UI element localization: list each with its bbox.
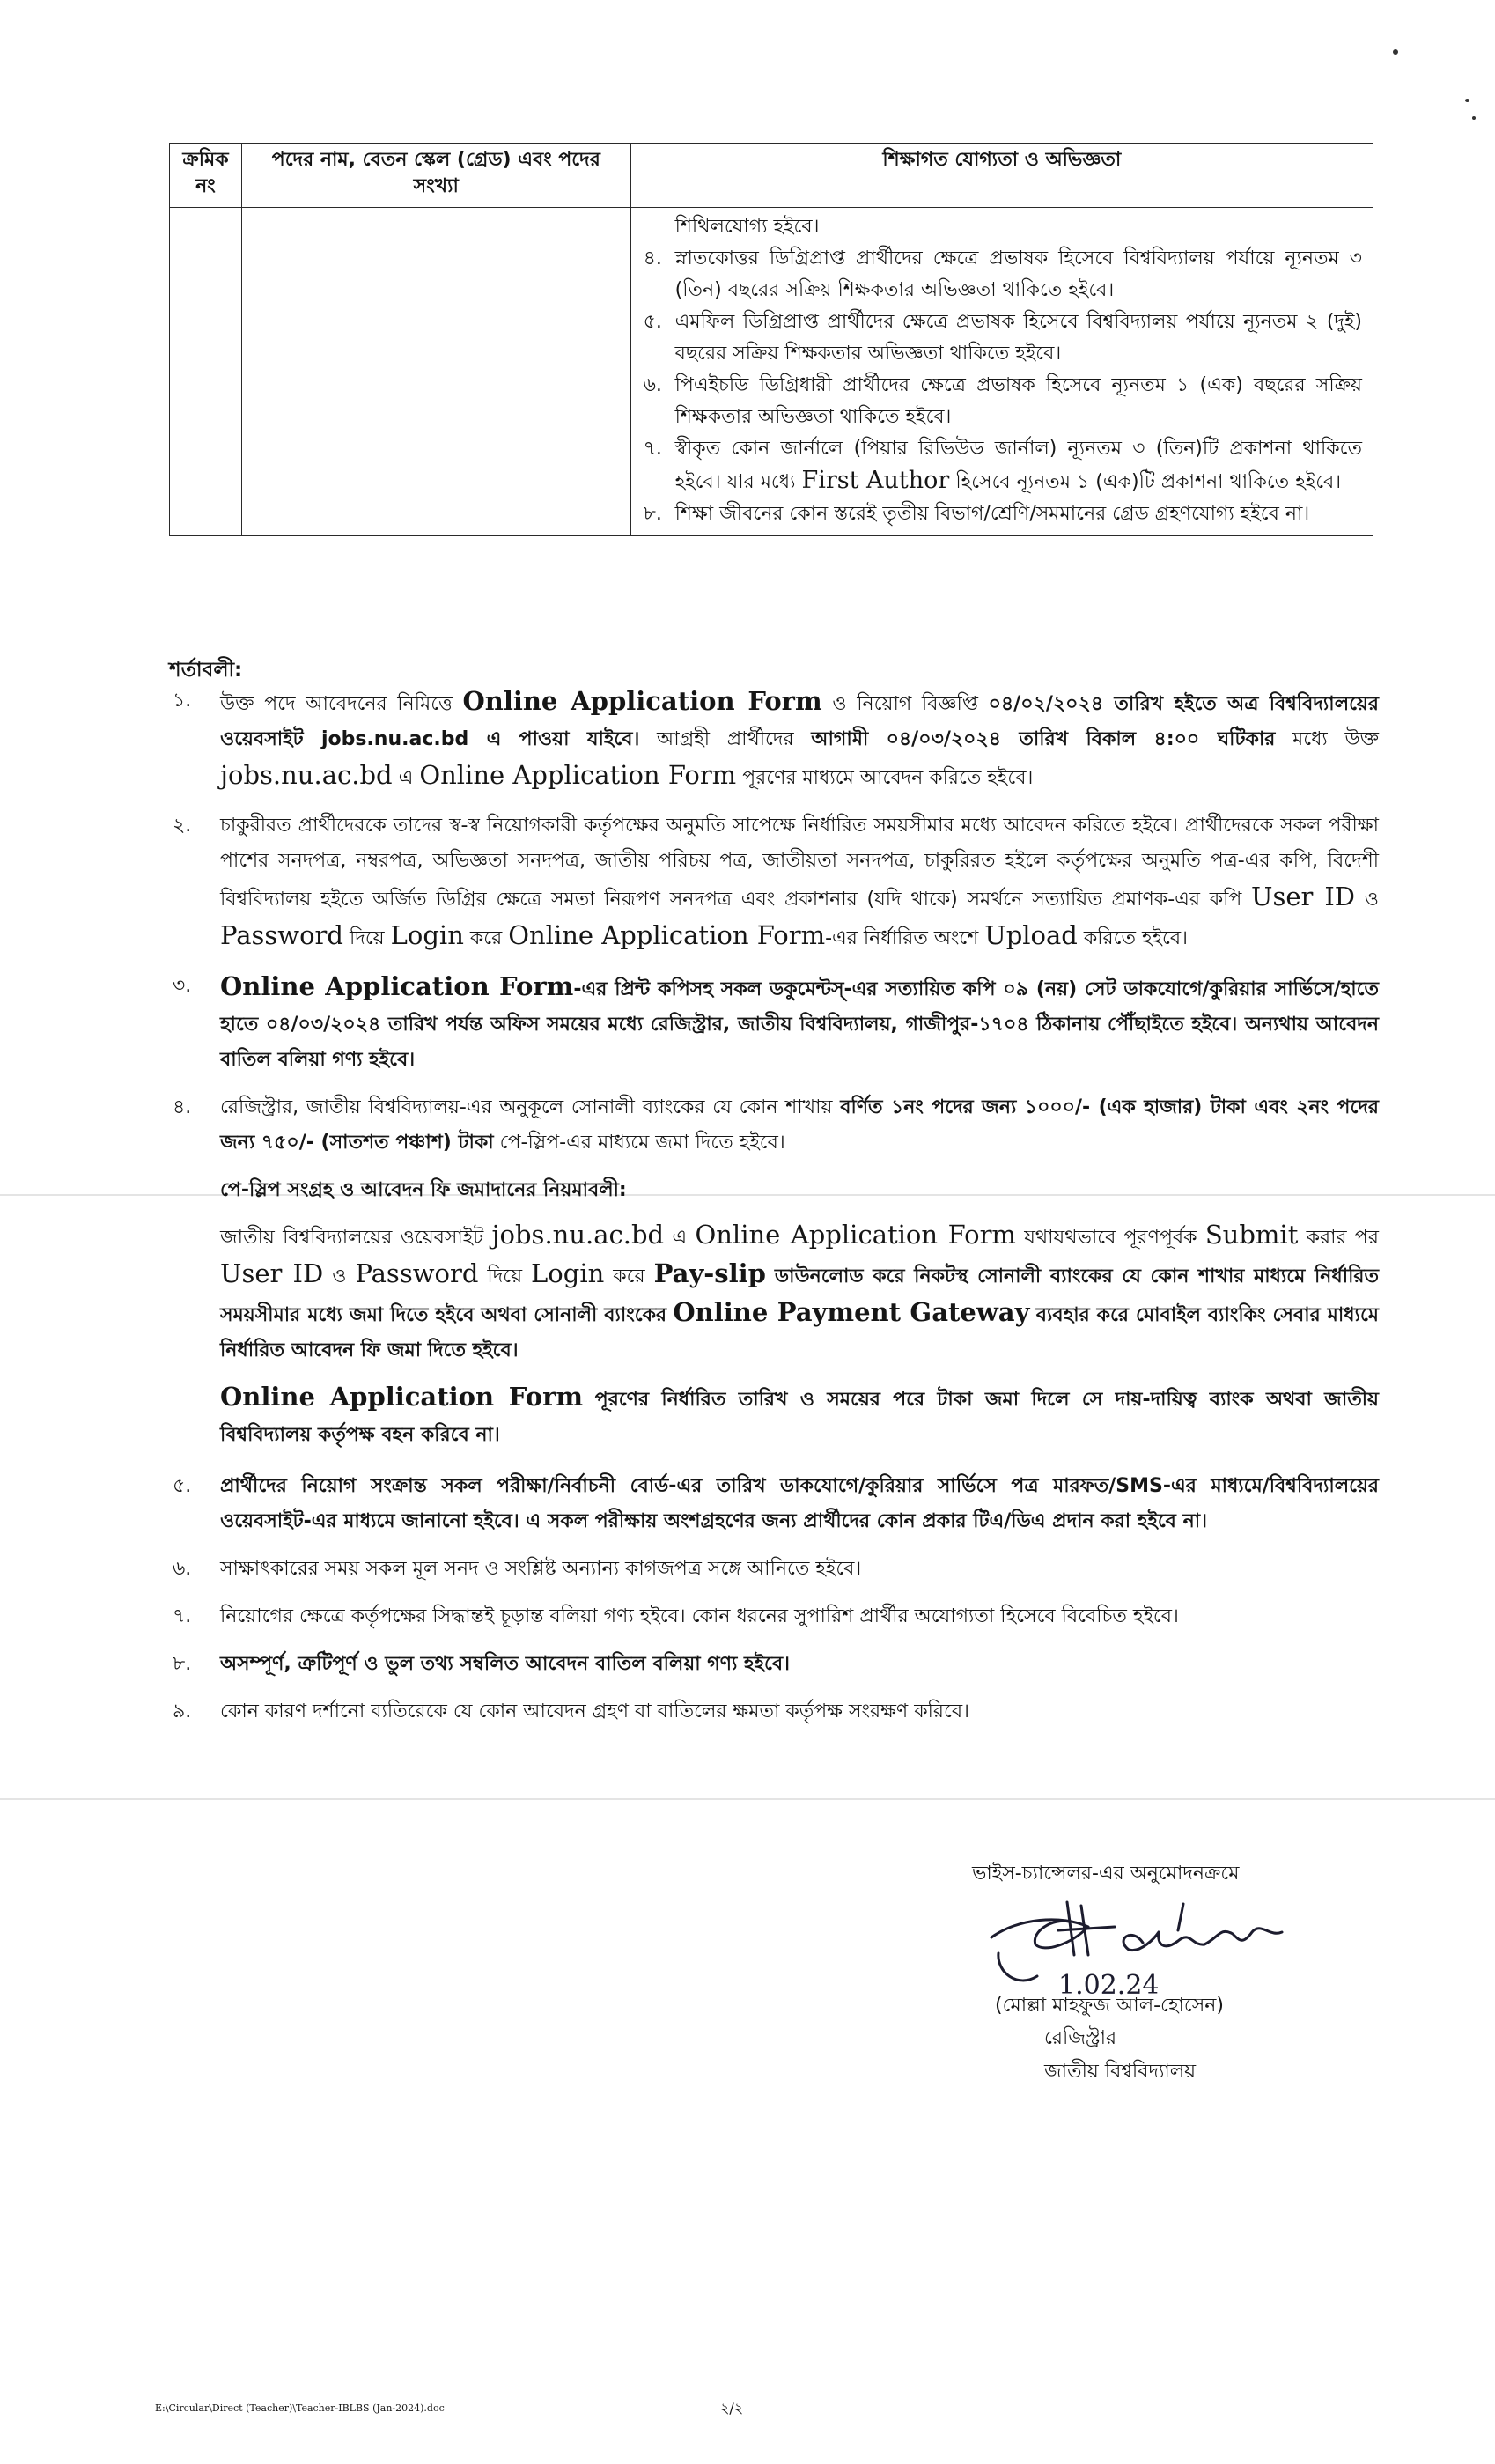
qualification-item xyxy=(644,433,1362,498)
text-part: করিতে হইবে। xyxy=(1083,927,1188,949)
signature-date: 1.02.24 xyxy=(1058,1970,1160,2001)
condition-text xyxy=(220,683,1379,796)
column-header-post: পদের নাম, বেতন স্কেল (গ্রেড) এবং পদের সংখ্যা xyxy=(241,144,630,208)
item-number: ৮. xyxy=(643,503,662,525)
payment-gateway-term: Online Payment Gateway xyxy=(673,1297,1030,1327)
text-part: পে-স্লিপ-এর মাধ্যমে জমা দিতে হইবে। xyxy=(499,1132,785,1154)
text-part: জাতীয় বিশ্ববিদ্যালয়ের ওয়েবসাইট xyxy=(220,1227,484,1249)
condition-item xyxy=(173,1599,1379,1634)
text-part: দিয়ে xyxy=(349,927,385,949)
text-part: এ xyxy=(398,767,414,789)
item-text: স্নাতকোত্তর ডিগ্রিপ্রাপ্ত প্রার্থীদের ক্ষেত্রে প্রভাষক হিসেবে বিশ্ববিদ্যালয় পর্যায়ে ন্যূনতম ৩ (তিন) বছরের সক্রিয় শিক্ষকতার অভিজ্ঞতা থাকিতে হইবে। xyxy=(674,247,1362,301)
payslip-rules-paragraph xyxy=(220,1379,1379,1453)
submission-text: -এর প্রিন্ট কপিসহ সকল ডকুমেন্টস্-এর সত্যায়িত কপি ০৯ (নয়) সেট ডাকযোগে/কুরিয়ার সার্ভিসে/হাতে হাতে ০৪/০৩/২০২৪ তারিখ পর্যন্ত অফিস সময়ের মধ্যে রেজিস্ট্রার, জাতীয় বিশ্ববিদ্যালয়, গাজীপুর-১৭০৪ ঠিকানায় পৌঁছাইতে হইবে। অন্যথায় আবেদন বাতিল বলিয়া গণ্য হইবে। xyxy=(220,978,1380,1071)
text-part: চাকুরীরত প্রার্থীদেরকে তাদের স্ব-স্ব নিয়োগকারী কর্তৃপক্ষের অনুমতি সাপেক্ষে নির্ধারিত সময়সীমার মধ্যে আবেদন করিতে হইবে। প্রার্থীদেরকে সকল পরীক্ষা পাশের সনদপত্র, নম্বরপত্র, অভিজ্ঞতা সনদপত্র, জাতীয় পরিচয় পত্র, জাতীয়তা সনদপত্র, চাকুরিরত হইলে কর্তৃপক্ষের অনুমতি পত্র-এর কপি, বিদেশী বিশ্ববিদ্যালয় হইতে অর্জিত ডিগ্রির ক্ষেত্রে সমতা নিরূপণ সনদপত্র এবং প্রকাশনার (যদি থাকে) সমর্থনে সত্যায়িত প্রমাণক-এর কপি xyxy=(220,815,1379,911)
condition-item xyxy=(173,808,1379,956)
submit-term: Submit xyxy=(1204,1220,1299,1250)
signatory-organization: জাতীয় বিশ্ববিদ্যালয় xyxy=(1044,2061,1197,2083)
condition-item xyxy=(173,969,1379,1078)
condition-number: ৬. xyxy=(173,1558,192,1580)
signatory-title: রেজিস্ট্রার xyxy=(1044,2027,1117,2049)
fee-text: বর্ণিত ১নং পদের জন্য ১০০০/- (এক হাজার) টাকা এবং ২নং পদের জন্য ৭৫০/- (সাতশত পঞ্চাশ) টাকা xyxy=(220,1096,1379,1154)
password-term: Password xyxy=(355,1258,479,1288)
text-part: করে xyxy=(469,927,503,949)
condition-number: ৫. xyxy=(173,1475,192,1497)
condition-number: ২. xyxy=(173,815,192,837)
item-number: ৭. xyxy=(643,438,662,460)
text-part: এ xyxy=(672,1227,688,1249)
condition-item xyxy=(173,1469,1379,1539)
website-link[interactable]: jobs.nu.ac.bd xyxy=(491,1220,665,1250)
condition-item xyxy=(173,1647,1379,1682)
condition-number: ৩. xyxy=(173,975,192,997)
item-text-part: স্বীকৃত কোন জার্নালে (পিয়ার রিভিউড জার্নাল) ন্যূনতম ৩ (তিন)টি প্রকাশনা থাকিতে হইবে। যার মধ্যে xyxy=(674,438,1362,493)
condition-item xyxy=(173,683,1379,796)
approval-note: ভাইস-চ্যান্সেলর-এর অনুমোদনক্রমে xyxy=(972,1863,1240,1885)
online-form-term: Online Application Form xyxy=(220,1382,584,1412)
login-term: Login xyxy=(390,920,464,950)
column-header-qualification: শিক্ষাগত যোগ্যতা ও অভিজ্ঞতা xyxy=(630,144,1373,208)
text-part: রেজিস্ট্রার, জাতীয় বিশ্ববিদ্যালয়-এর অনুকূলে সোনালী ব্যাংকের যে কোন শাখায় xyxy=(220,1096,833,1118)
condition-item xyxy=(173,1694,1379,1730)
continued-text: শিথিলযোগ্য হইবে। xyxy=(674,216,820,238)
scan-speck xyxy=(1472,116,1476,120)
condition-text: অসম্পূর্ণ, ত্রুটিপূর্ণ ও ভুল তথ্য সম্বলিত আবেদন বাতিল বলিয়া গণ্য হইবে। xyxy=(220,1653,790,1675)
condition-text xyxy=(220,808,1379,956)
user-id-term: User ID xyxy=(220,1258,324,1288)
payslip-term: Pay-slip xyxy=(653,1258,766,1288)
table-row xyxy=(170,208,1373,536)
text-part: দিয়ে xyxy=(487,1265,523,1287)
condition-text: প্রার্থীদের নিয়োগ সংক্রান্ত সকল পরীক্ষা/নির্বাচনী বোর্ড-এর তারিখ ডাকযোগে/কুরিয়ার সার্ভিসে পত্র মারফত/SMS-এর মাধ্যমে/বিশ্ববিদ্যালয়ের ওয়েবসাইট-এর মাধ্যমে জানানো হইবে। এ সকল পরীক্ষায় অংশগ্রহণের জন্য প্রার্থীদের কোন প্রকার টিএ/ডিএ প্রদান করা হইবে না। xyxy=(220,1475,1379,1532)
condition-number: ১. xyxy=(173,690,192,712)
payslip-rules-paragraph xyxy=(220,1217,1379,1368)
user-id-term: User ID xyxy=(1251,882,1356,911)
text-part: ও নিয়োগ বিজ্ঞপ্তি xyxy=(832,693,978,715)
website-link[interactable]: jobs.nu.ac.bd xyxy=(220,760,393,790)
qualification-item xyxy=(644,370,1362,433)
condition-text: কোন কারণ দর্শানো ব্যতিরেকে যে কোন আবেদন গ্রহণ বা বাতিলের ক্ষমতা কর্তৃপক্ষ সংরক্ষণ করিবে। xyxy=(220,1700,969,1723)
text-part: করার পর xyxy=(1306,1227,1379,1249)
payslip-instruction: ব্যবহার করে মোবাইল ব্যাংকিং সেবার মাধ্যমে নির্ধারিত আবেদন ফি জমা দিতে হইবে। xyxy=(220,1304,1380,1361)
login-term: Login xyxy=(531,1258,605,1288)
item-number: ৪. xyxy=(643,247,662,269)
item-text: পিএইচডি ডিগ্রিধারী প্রার্থীদের ক্ষেত্রে প্রভাষক হিসেবে ন্যূনতম ১ (এক) বছরের সক্রিয় শিক্ষকতার অভিজ্ঞতা থাকিতে হইবে। xyxy=(674,374,1362,428)
upload-term: Upload xyxy=(984,920,1078,950)
scan-speck xyxy=(1465,99,1469,102)
text-part: -এর নির্ধারিত অংশে xyxy=(825,927,979,949)
payslip-rules-heading: পে-স্লিপ সংগ্রহ ও আবেদন ফি জমাদানের নিয়মাবলী: xyxy=(220,1179,627,1201)
table-header-row xyxy=(170,144,1373,208)
conditions-list xyxy=(173,683,1379,1742)
online-form-term: Online Application Form xyxy=(220,971,574,1001)
availability-date-text: ০৪/০২/২০২৪ তারিখ হইতে অত্র বিশ্ববিদ্যালয়ের ওয়েবসাইট jobs.nu.ac.bd এ পাওয়া যাইবে। xyxy=(220,693,1379,750)
condition-text: সাক্ষাৎকারের সময় সকল মূল সনদ ও সংশ্লিষ্ট অন্যান্য কাগজপত্র সঙ্গে আনিতে হইবে। xyxy=(220,1558,862,1580)
item-text: এমফিল ডিগ্রিপ্রাপ্ত প্রার্থীদের ক্ষেত্রে প্রভাষক হিসেবে বিশ্ববিদ্যালয় পর্যায়ে ন্যূনতম ২ (দুই) বছরের সক্রিয় শিক্ষকতার অভিজ্ঞতা থাকিতে হইবে। xyxy=(674,311,1362,365)
item-text: শিক্ষা জীবনের কোন স্তরেই তৃতীয় বিভাগ/শ্রেণি/সমমানের গ্রেড গ্রহণযোগ্য হইবে না। xyxy=(674,503,1310,525)
conditions-title: শর্তাবলী: xyxy=(169,659,243,682)
item-number: ৫. xyxy=(643,311,662,333)
condition-text xyxy=(220,969,1379,1078)
condition-number: ৯. xyxy=(173,1700,192,1723)
qualification-cell xyxy=(630,208,1373,536)
deadline-text: আগামী ০৪/০৩/২০২৪ তারিখ বিকাল ৪:০০ ঘটিকার xyxy=(811,728,1276,750)
file-path-footer: E:\Circular\Direct (Teacher)\Teacher-IBLBS (Jan-2024).doc xyxy=(155,2402,445,2414)
condition-number: ৪. xyxy=(173,1096,192,1118)
text-part: যথাযথভাবে পূরণপূর্বক xyxy=(1024,1227,1197,1249)
condition-text: নিয়োগের ক্ষেত্রে কর্তৃপক্ষের সিদ্ধান্তই চূড়ান্ত বলিয়া গণ্য হইবে। কোন ধরনের সুপারিশ প্রার্থীর অযোগ্যতা হিসেবে বিবেচিত হইবে। xyxy=(220,1605,1179,1627)
scan-fold-line xyxy=(0,1798,1495,1800)
online-form-term: Online Application Form xyxy=(462,686,822,716)
page-number: ২/২ xyxy=(720,2400,744,2416)
text-part: উক্ত পদে আবেদনের নিমিত্তে xyxy=(220,693,453,715)
password-term: Password xyxy=(220,920,343,950)
first-author-term: First Author xyxy=(801,467,950,494)
text-part: আগ্রহী প্রার্থীদের xyxy=(657,728,794,750)
qualification-item xyxy=(644,306,1362,370)
condition-item xyxy=(173,1090,1379,1161)
condition-number: ৭. xyxy=(173,1605,192,1627)
condition-item xyxy=(173,1552,1379,1587)
text-part: ও xyxy=(1364,889,1379,911)
text-part: করে xyxy=(613,1265,645,1287)
qualification-table xyxy=(169,143,1373,536)
liability-text: পূরণের নির্ধারিত তারিখ ও সময়ের পরে টাকা জমা দিলে সে দায়-দায়িত্ব ব্যাংক অথবা জাতীয় বিশ্ববিদ্যালয় কর্তৃপক্ষ বহন করিবে না। xyxy=(220,1389,1380,1446)
column-header-serial: ক্রমিক নং xyxy=(170,144,242,208)
text-part: পূরণের মাধ্যমে আবেদন করিতে হইবে। xyxy=(742,767,1034,789)
online-form-term: Online Application Form xyxy=(508,920,826,950)
qualification-item xyxy=(644,498,1362,530)
post-cell xyxy=(241,208,630,536)
item-text-part: হিসেবে ন্যূনতম ১ (এক)টি প্রকাশনা থাকিতে হইবে। xyxy=(955,471,1342,493)
qualification-item xyxy=(644,243,1362,306)
item-number: ৬. xyxy=(643,374,662,396)
condition-text xyxy=(220,1090,1379,1161)
handwritten-signature xyxy=(983,1892,1317,2006)
payslip-instruction: ডাউনলোড করে নিকটস্থ সোনালী ব্যাংকের যে কোন শাখার মাধ্যমে নির্ধারিত সময়সীমার মধ্যে জমা দিতে হইবে অথবা সোনালী ব্যাংকের xyxy=(220,1265,1380,1326)
item-text xyxy=(675,433,1362,498)
condition-number: ৮. xyxy=(173,1653,192,1675)
online-form-term: Online Application Form xyxy=(695,1220,1016,1250)
scan-speck xyxy=(1393,49,1398,55)
serial-cell xyxy=(170,208,242,536)
online-form-term: Online Application Form xyxy=(419,760,737,790)
signatory-name: (মোল্লা মাহফুজ আল-হোসেন) xyxy=(995,1995,1224,2017)
text-part: মধ্যে উক্ত xyxy=(1292,728,1380,750)
text-part: ও xyxy=(332,1265,347,1287)
